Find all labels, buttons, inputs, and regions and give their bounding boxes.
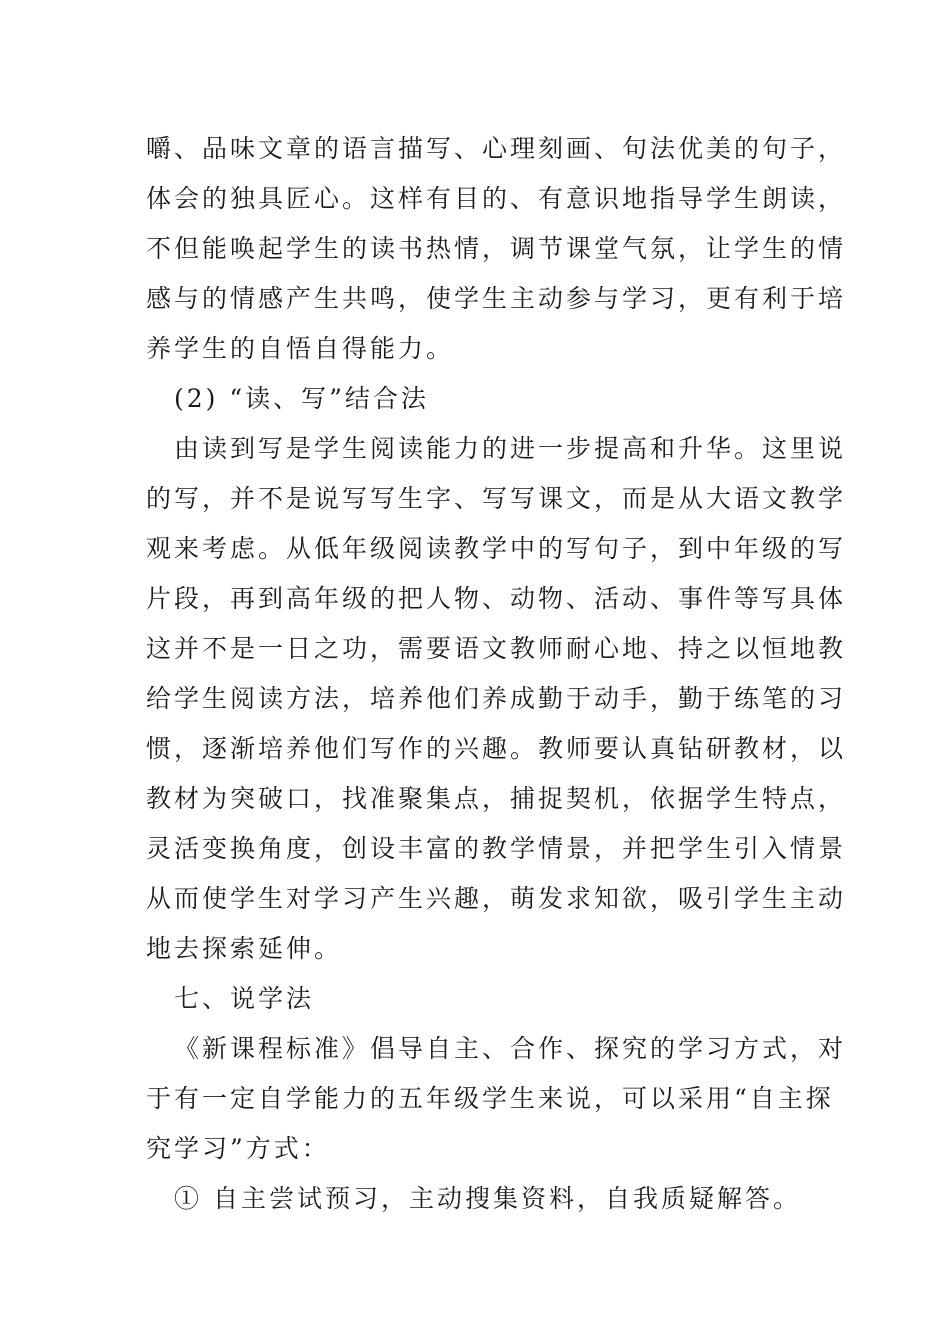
- text-line: 给学生阅读方法，培养他们养成勤于动手，勤于练笔的习: [146, 684, 847, 713]
- text-line: 体会的独具匠心。这样有目的、有意识地指导学生朗读，: [146, 184, 847, 213]
- section-heading: 七、说学法: [174, 984, 315, 1013]
- text-line: 究学习”方式：: [146, 1134, 330, 1163]
- text-line: 不但能唤起学生的读书热情，调节课堂气氛，让学生的情: [146, 234, 847, 263]
- text-line: 惯，逐渐培养他们写作的兴趣。教师要认真钻研教材，以: [146, 734, 847, 763]
- text-line: 这并不是一日之功，需要语文教师耐心地、持之以恒地教: [146, 634, 847, 663]
- text-line: 片段，再到高年级的把人物、动物、活动、事件等写具体: [146, 584, 847, 613]
- text-line: 感与的情感产生共鸣，使学生主动参与学习，更有利于培: [146, 284, 847, 313]
- text-line: 嚼、品味文章的语言描写、心理刻画、句法优美的句子，: [146, 134, 847, 163]
- text-line: 的写，并不是说写写生字、写写课文，而是从大语文教学: [146, 484, 847, 513]
- text-line: 从而使学生对学习产生兴趣，萌发求知欲，吸引学生主动: [146, 884, 847, 913]
- text-line: 地去探索延伸。: [146, 934, 343, 963]
- paragraph-start: 《新课程标准》倡导自主、合作、探究的学习方式，对: [174, 1034, 847, 1063]
- text-line: 于有一定自学能力的五年级学生来说，可以采用“自主探: [146, 1084, 834, 1113]
- text-line: 观来考虑。从低年级阅读教学中的写句子，到中年级的写: [146, 534, 847, 563]
- text-line: 教材为突破口，找准聚集点，捕捉契机，依据学生特点，: [146, 784, 847, 813]
- section-heading: (2) “读、写”结合法: [174, 384, 429, 413]
- body-text: [146, 124, 847, 1224]
- list-item: ① 自主尝试预习，主动搜集资料，自我质疑解答。: [174, 1184, 801, 1213]
- text-line: 养学生的自悟自得能力。: [146, 334, 455, 363]
- paragraph-start: 由读到写是学生阅读能力的进一步提高和升华。这里说: [174, 434, 847, 463]
- text-line: 灵活变换角度，创设丰富的教学情景，并把学生引入情景: [146, 834, 847, 863]
